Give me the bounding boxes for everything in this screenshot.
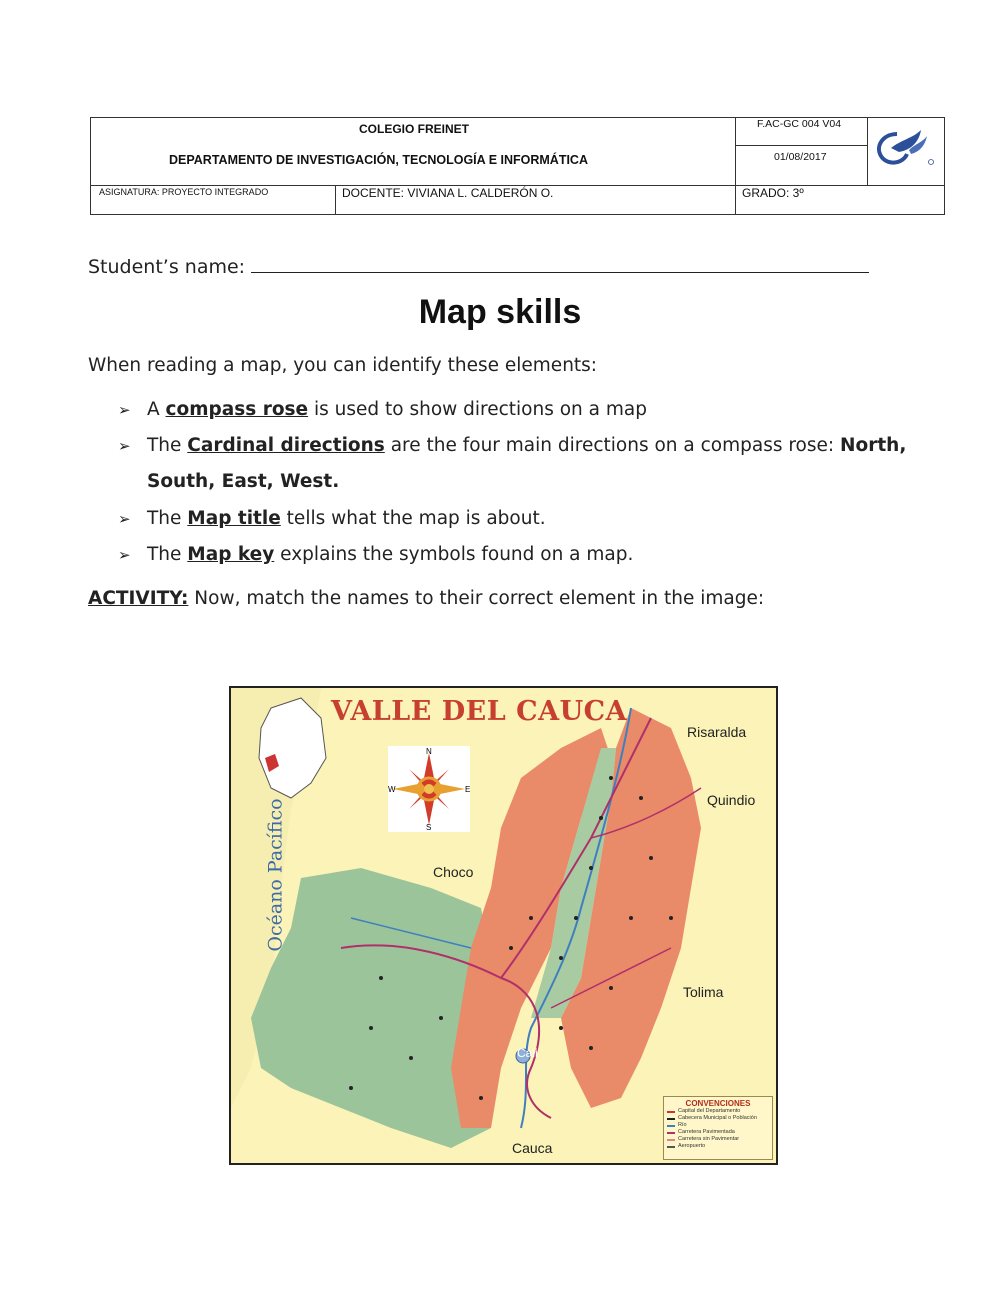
bullet-text: explains the symbols found on a map. [274, 544, 634, 565]
compass-n: N [426, 747, 432, 756]
coastal-plain [251, 868, 491, 1148]
label-ocean: Océano Pacífico [264, 798, 287, 952]
compass-s: S [426, 823, 432, 832]
department-name: DEPARTAMENTO DE INVESTIGACIÓN, TECNOLOGÍA E INFORMÁTICA [169, 153, 588, 167]
bullet-arrow-icon: ➢ [118, 510, 131, 528]
page-title: Map skills [418, 293, 582, 331]
legend-item [664, 1122, 772, 1129]
term-cardinal-directions: Cardinal directions [187, 435, 385, 456]
legend-item [664, 1143, 772, 1150]
list-item [118, 537, 633, 573]
divider [335, 185, 336, 215]
compass-e: E [465, 785, 471, 794]
bullet-text: The [147, 508, 188, 529]
divider [735, 185, 736, 215]
activity-instruction [88, 588, 764, 609]
legend-item [664, 1115, 772, 1122]
bullet-text: A [147, 399, 166, 420]
subject-field: ASIGNATURA: PROYECTO INTEGRADO [99, 187, 269, 197]
label-cali: Cali [517, 1046, 538, 1060]
activity-text: Now, match the names to their correct element in the image: [188, 588, 765, 609]
legend-item-label: Capital del Departamento [678, 1108, 741, 1114]
bullet-arrow-icon: ➢ [118, 437, 131, 455]
intro-text: When reading a map, you can identify these elements: [88, 355, 598, 376]
student-name-blank[interactable] [251, 254, 869, 273]
legend-item [664, 1129, 772, 1136]
student-name-label: Student’s name: [88, 256, 246, 278]
term-compass-rose: compass rose [165, 399, 309, 420]
grade-field: GRADO: 3º [742, 186, 804, 200]
activity-label: ACTIVITY: [88, 588, 189, 609]
legend-title: CONVENCIONES [685, 1099, 751, 1108]
bullet-text: tells what the map is about. [280, 508, 546, 529]
map-drawing [231, 688, 776, 1163]
list-item [118, 392, 647, 428]
bullet-arrow-icon: ➢ [118, 546, 131, 564]
divider [867, 118, 868, 185]
term-map-key: Map key [187, 544, 275, 565]
bullet-text: The [147, 544, 188, 565]
legend-item-label: Cabecera Municipal o Población [678, 1115, 757, 1121]
bullet-text: The [147, 435, 188, 456]
teacher-field: DOCENTE: VIVIANA L. CALDERÓN O. [342, 186, 554, 200]
label-choco: Choco [433, 864, 474, 880]
legend-item-label: Carretera Pavimentada [678, 1129, 735, 1135]
header-table [90, 117, 945, 215]
bullet-bold-text: North, [840, 435, 907, 456]
label-quindio: Quindio [707, 792, 756, 808]
map-image [229, 686, 778, 1165]
document-date: 01/08/2017 [774, 151, 827, 163]
map-key [663, 1096, 773, 1160]
term-map-title: Map title [187, 508, 281, 529]
school-logo-icon [869, 120, 943, 182]
label-cauca: Cauca [512, 1140, 553, 1156]
legend-item-label: Carretera sin Pavimentar [678, 1136, 740, 1142]
list-item [118, 428, 906, 500]
divider [735, 145, 867, 146]
bullet-text: are the four main directions on a compass rose: [384, 435, 841, 456]
list-item [118, 501, 546, 537]
colombia-inset [259, 698, 326, 798]
label-risaralda: Risaralda [687, 724, 747, 740]
document-code: F.AC-GC 004 V04 [757, 118, 842, 130]
bullet-text: is used to show directions on a map [308, 399, 647, 420]
legend-item [664, 1108, 772, 1115]
school-name: COLEGIO FREINET [359, 122, 470, 136]
student-name-line [88, 254, 869, 278]
compass-w: W [388, 785, 396, 794]
divider [735, 118, 736, 185]
legend-item [664, 1136, 772, 1143]
legend-item-label: Aeropuerto [678, 1143, 706, 1149]
label-tolima: Tolima [683, 984, 724, 1000]
bullet-bold-text: South, East, West. [147, 471, 340, 492]
bullet-arrow-icon: ➢ [118, 401, 131, 419]
map-title: VALLE DEL CAUCA [331, 696, 628, 727]
legend-item-label: Río [678, 1122, 687, 1128]
